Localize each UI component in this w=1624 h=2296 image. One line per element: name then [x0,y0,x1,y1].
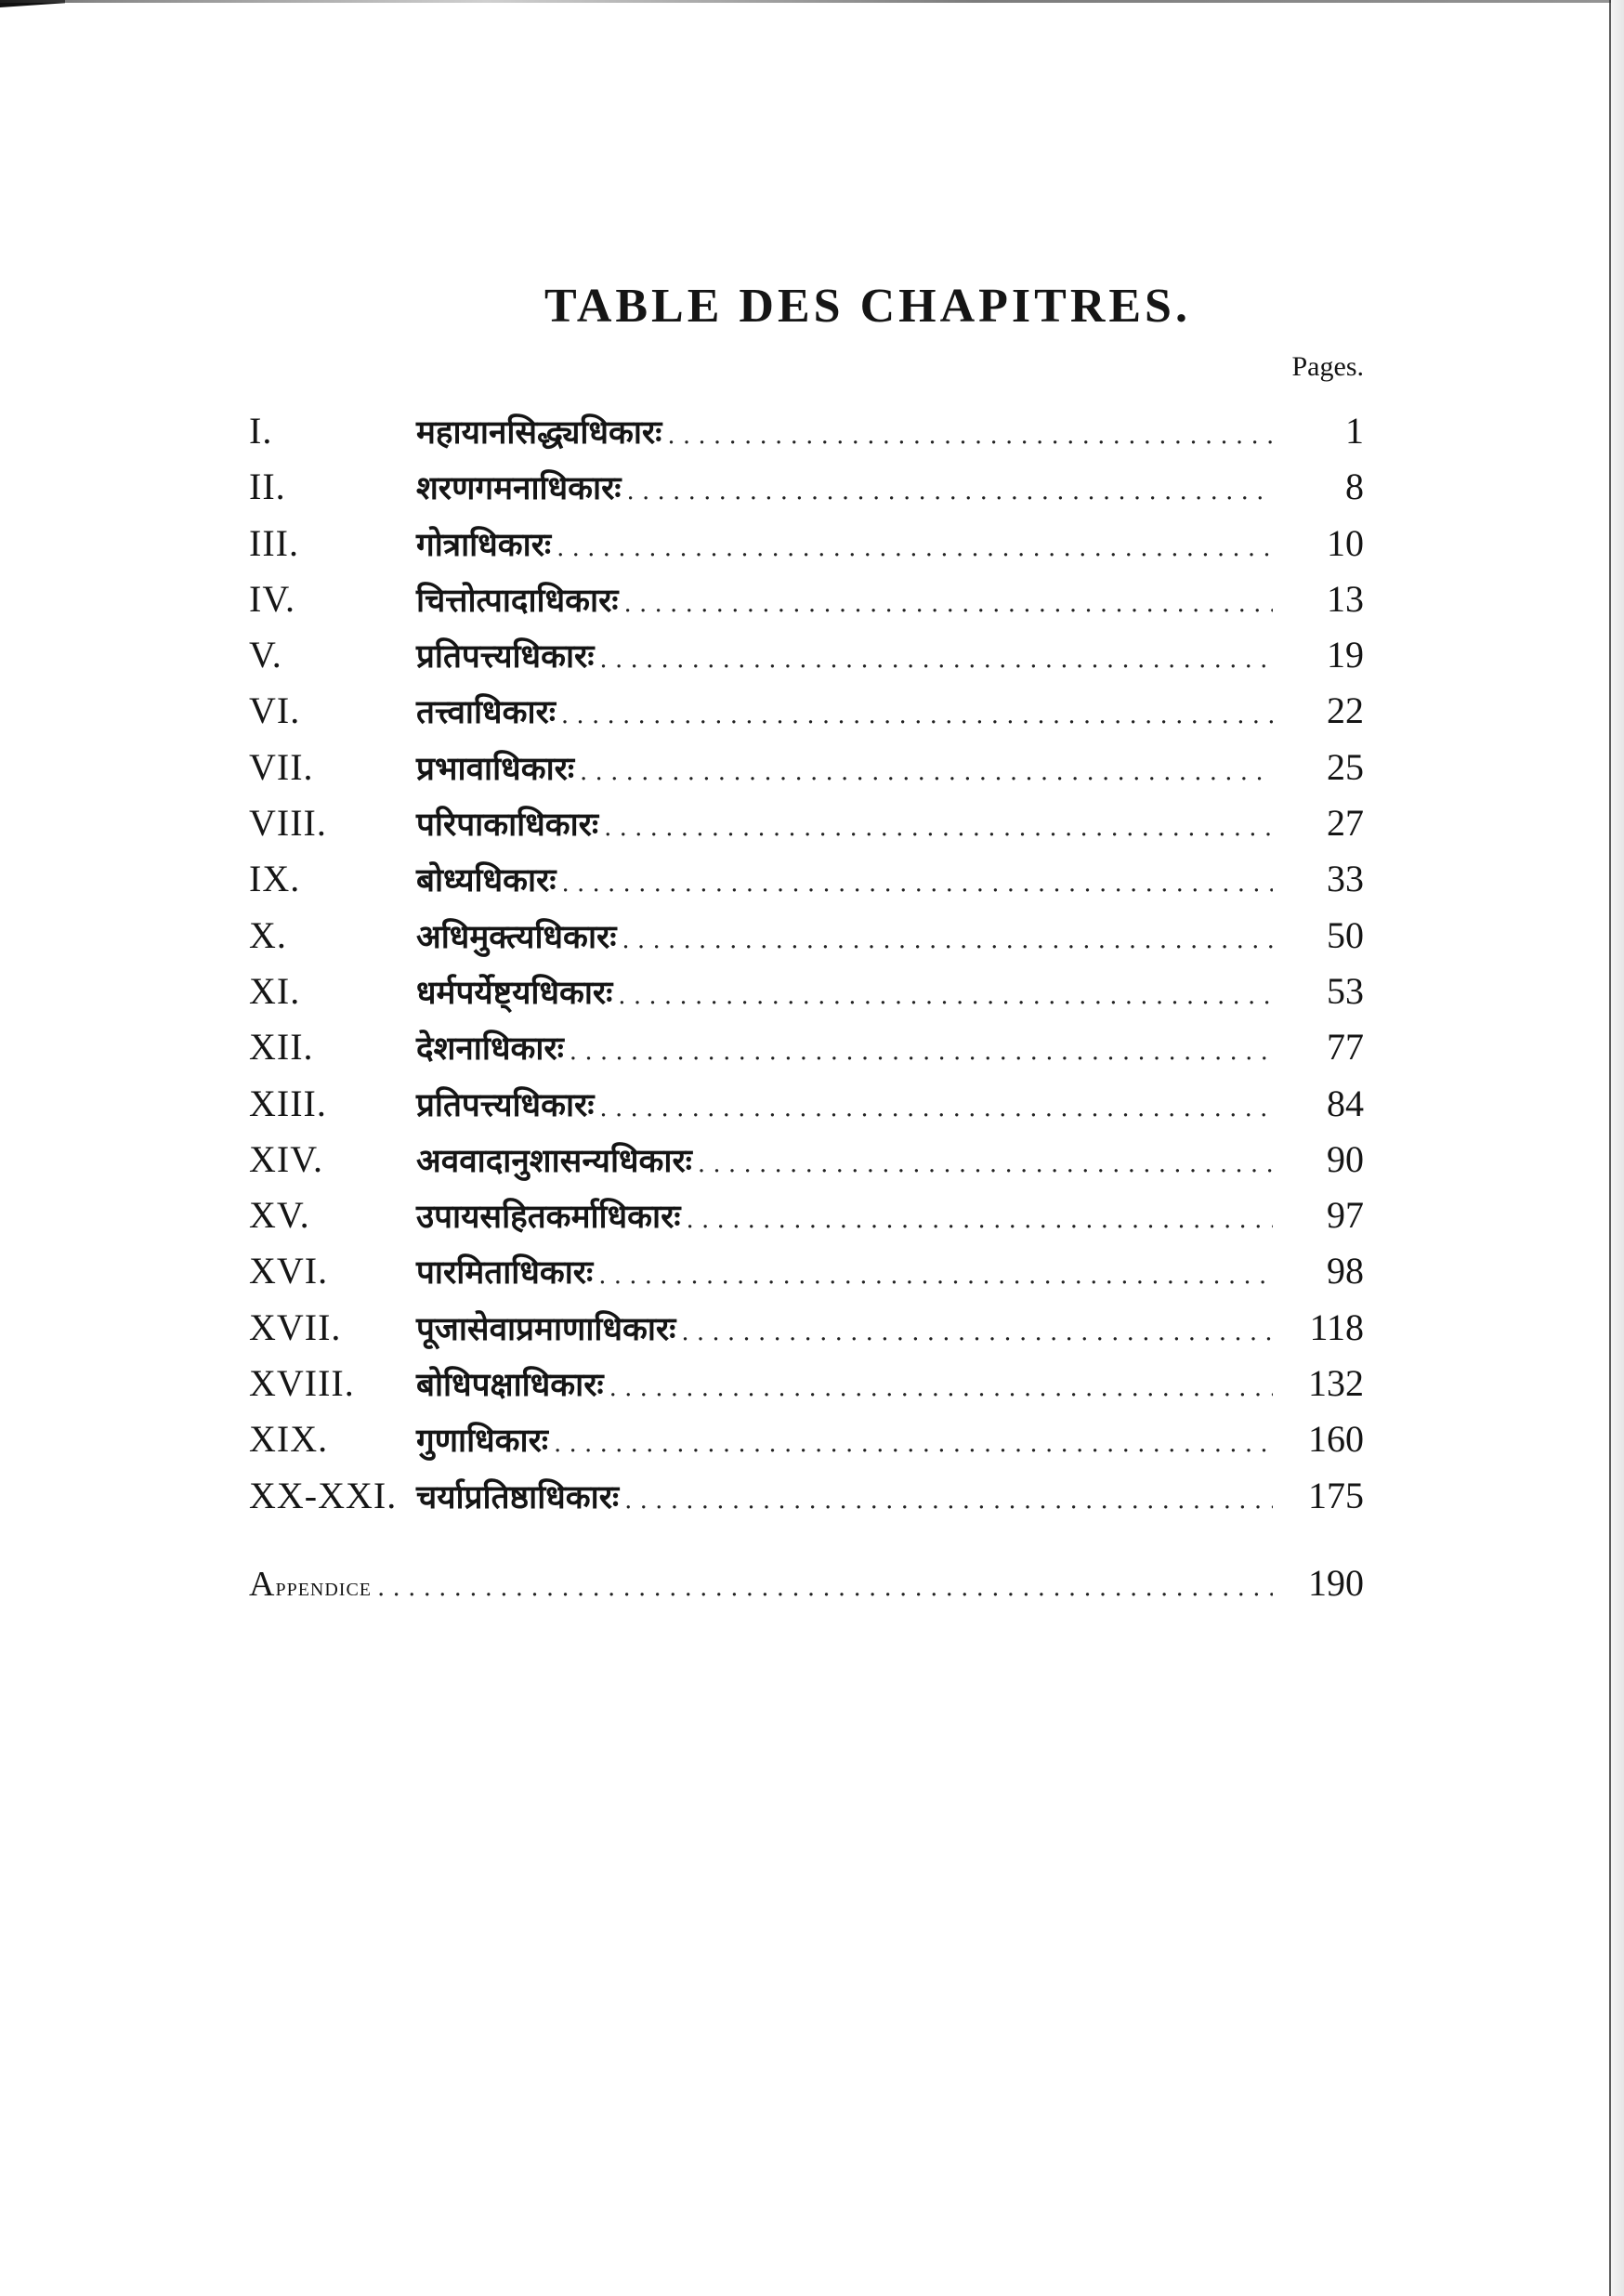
chapter-numeral: VII. [249,745,314,788]
toc-row-chapter-13 [249,1082,1364,1137]
scan-artifact-right-margin [1611,0,1624,2296]
toc-row-chapter-10 [249,913,1364,969]
toc-row-chapter-5 [249,633,1364,689]
toc-row-chapter-19 [249,1417,1364,1473]
chapter-page-number: 13 [1327,577,1364,620]
chapter-title: धर्मपर्येष्ट्यधिकारः [416,974,613,1012]
chapter-page-number: 132 [1308,1362,1364,1405]
toc-row-chapter-2 [249,465,1364,520]
chapter-page-number: 90 [1327,1137,1364,1180]
chapter-page-number: 19 [1327,634,1364,676]
chapter-page-number: 53 [1327,969,1364,1012]
chapter-numeral: XV. [249,1194,310,1237]
chapter-title: गुणाधिकारः [416,1423,548,1461]
dot-leader [599,646,1273,674]
toc-row-chapter-14 [249,1137,1364,1193]
chapter-title: शरणगमनाधिकारः [416,470,622,508]
chapter-title: परिपाकाधिकारः [416,807,599,845]
chapter-page-number: 10 [1327,521,1364,564]
chapter-page-number: 25 [1327,745,1364,788]
chapter-numeral: VIII. [249,802,327,845]
chapter-page-number: 22 [1327,689,1364,732]
chapter-title: प्रभावाधिकारः [416,750,575,788]
dot-leader [554,1430,1273,1458]
chapter-numeral: XI. [249,969,301,1012]
toc-row-chapter-16 [249,1249,1364,1305]
chapter-numeral: X. [249,913,287,956]
dot-leader [561,702,1273,729]
toc-row-chapter-7 [249,745,1364,801]
dot-leader [698,1150,1273,1178]
chapter-numeral: VI. [249,689,301,732]
chapter-title: उपायसहितकर्माधिकारः [416,1199,681,1237]
toc-row-chapter-1 [249,409,1364,465]
page-title: TABLE DES CHAPITRES. [544,280,1191,333]
table-of-contents [249,409,1364,1617]
chapter-numeral: I. [249,410,273,452]
chapter-numeral: XIX. [249,1418,329,1461]
dot-leader [377,1574,1273,1602]
chapter-page-number: 118 [1309,1305,1364,1348]
chapter-page-number: 8 [1345,466,1364,508]
chapter-numeral: III. [249,521,299,564]
toc-row-chapter-15 [249,1193,1364,1249]
chapter-page-number: 97 [1327,1194,1364,1237]
chapter-title: चित्तोत्पादाधिकारः [416,582,619,620]
dot-leader [623,590,1273,618]
chapter-page-number: 175 [1308,1474,1364,1516]
dot-leader [624,1487,1273,1515]
chapter-numeral: XVI. [249,1250,329,1292]
toc-row-chapter-12 [249,1025,1364,1081]
chapter-title: प्रतिपत्त्यधिकारः [416,638,595,676]
chapter-page-number: 50 [1327,913,1364,956]
chapter-title: तत्त्वाधिकारः [416,694,556,732]
dot-leader [570,1038,1273,1066]
chapter-title: बोध्यधिकारः [416,862,557,900]
dot-leader [681,1319,1273,1346]
chapter-page-number: 33 [1327,858,1364,900]
chapter-title: देशनाधिकारः [416,1030,564,1069]
toc-row-chapter-20-21 [249,1474,1364,1529]
chapter-numeral: XIV. [249,1137,323,1180]
scan-artifact-top-line [0,0,1624,3]
dot-leader [598,1262,1273,1290]
chapter-title: महायानसिद्ध्यधिकारः [416,414,662,452]
chapter-title: पारमिताधिकारः [416,1254,594,1292]
dot-leader [667,422,1273,450]
chapter-title: प्रतिपत्त्यधिकारः [416,1086,595,1124]
toc-row-chapter-3 [249,521,1364,577]
chapter-numeral: IX. [249,858,301,900]
scan-artifact-right-edge [1609,0,1611,2296]
appendix-page-number: 190 [1308,1561,1364,1604]
appendix-label: Appendice [249,1564,373,1604]
chapter-title: अववादानुशासन्यधिकारः [416,1142,692,1180]
chapter-title: अधिमुक्त्यधिकारः [416,918,617,956]
toc-row-chapter-18 [249,1361,1364,1417]
dot-leader [604,814,1273,842]
dot-leader [609,1374,1273,1402]
chapter-numeral: XX-XXI. [249,1474,398,1516]
chapter-page-number: 84 [1327,1082,1364,1124]
chapter-numeral: V. [249,634,282,676]
toc-row-chapter-9 [249,857,1364,912]
toc-row-chapter-8 [249,801,1364,857]
chapter-numeral: XVIII. [249,1362,355,1405]
chapter-numeral: IV. [249,577,296,620]
dot-leader [622,926,1273,954]
toc-row-chapter-11 [249,969,1364,1025]
chapter-title: गोत्राधिकारः [416,526,552,564]
dot-leader [599,1095,1273,1122]
toc-row-chapter-6 [249,689,1364,744]
chapter-numeral: XII. [249,1026,314,1069]
chapter-page-number: 77 [1327,1026,1364,1069]
toc-row-appendix [249,1561,1364,1617]
chapter-numeral: II. [249,466,286,508]
chapter-page-number: 27 [1327,802,1364,845]
chapter-title: पूजासेवाप्रमाणाधिकारः [416,1310,676,1348]
chapter-title: बोधिपक्षाधिकारः [416,1367,604,1405]
dot-leader [580,758,1273,786]
chapter-numeral: XIII. [249,1082,327,1124]
dot-leader [686,1206,1273,1234]
toc-row-chapter-17 [249,1305,1364,1361]
chapter-numeral: XVII. [249,1305,342,1348]
toc-row-chapter-4 [249,577,1364,633]
pages-column-header: Pages. [1291,351,1364,382]
chapter-page-number: 98 [1327,1250,1364,1292]
chapter-page-number: 160 [1308,1418,1364,1461]
dot-leader [618,982,1273,1010]
chapter-title: चर्याप्रतिष्ठाधिकारः [416,1478,620,1516]
dot-leader [557,534,1273,562]
dot-leader [561,870,1273,898]
dot-leader [626,478,1273,505]
chapter-page-number: 1 [1345,410,1364,452]
